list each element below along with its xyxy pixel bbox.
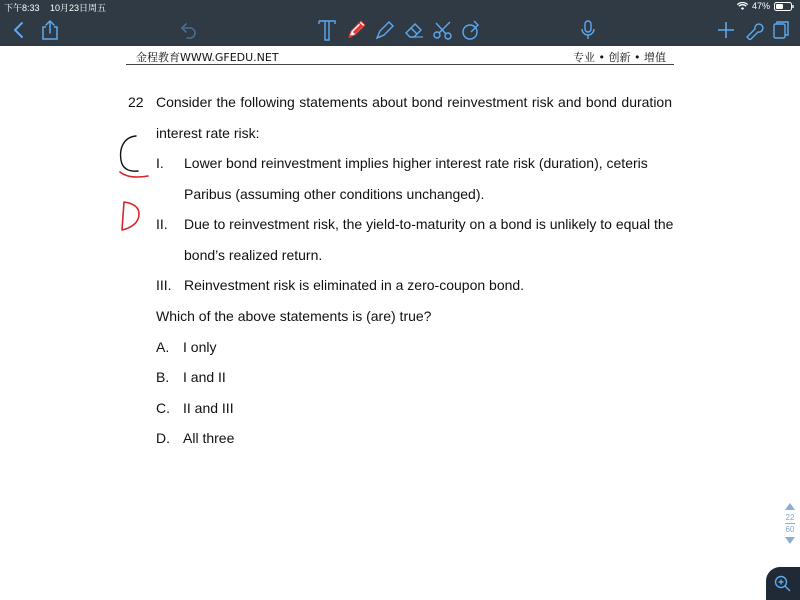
option-b-letter: B. — [156, 369, 170, 385]
top-bar — [0, 0, 800, 46]
statement-1-line2: Paribus (assuming other conditions unchanged). — [184, 186, 485, 202]
highlighter-icon[interactable] — [372, 17, 398, 43]
page-down-icon[interactable] — [785, 537, 795, 544]
statement-2-line1: Due to reinvestment risk, the yield-to-maturity on a bond is unlikely to equal the — [184, 216, 674, 232]
status-time: 下午8:33 — [4, 3, 40, 13]
microphone-icon[interactable] — [575, 17, 601, 43]
statement-3-numeral: III. — [156, 277, 172, 293]
option-d-text: All three — [183, 430, 235, 446]
toolbar — [0, 14, 800, 46]
pages-icon[interactable] — [768, 17, 794, 43]
option-c-text: II and III — [183, 400, 234, 416]
statement-1-numeral: I. — [156, 155, 164, 171]
page-total: 60 — [785, 525, 795, 534]
wrench-icon[interactable] — [741, 17, 767, 43]
statement-3-line1: Reinvestment risk is eliminated in a zero-coupon bond. — [184, 277, 525, 293]
pen-tool-icon[interactable] — [343, 17, 369, 43]
question-stem-line1: Consider the following statements about bond reinvestment risk and bond duration — [156, 94, 672, 110]
shapes-icon[interactable] — [458, 17, 484, 43]
page-current: 22 — [785, 513, 795, 522]
option-a-letter: A. — [156, 339, 170, 355]
back-chevron-icon[interactable] — [6, 17, 32, 43]
status-right — [737, 1, 794, 11]
header-left: 金程教育WWW.GFEDU.NET — [136, 51, 279, 64]
question-prompt: Which of the above statements is (are) true? — [156, 308, 432, 324]
add-icon[interactable] — [713, 17, 739, 43]
status-bar — [0, 0, 800, 14]
text-tool-icon[interactable] — [314, 17, 340, 43]
option-b-text: I and II — [183, 369, 226, 385]
page-indicator[interactable] — [783, 501, 797, 553]
statement-2-numeral: II. — [156, 216, 168, 232]
page-header — [126, 46, 674, 65]
question-stem-line2: interest rate risk: — [156, 125, 260, 141]
status-date: 10月23日周五 — [50, 3, 107, 13]
option-d-letter: D. — [156, 430, 170, 446]
share-icon[interactable] — [37, 17, 63, 43]
battery-icon — [774, 2, 794, 11]
handwritten-mark-d — [118, 198, 148, 234]
page-up-icon[interactable] — [785, 503, 795, 510]
statement-2-line2: bond’s realized return. — [184, 247, 323, 263]
wifi-icon — [737, 2, 748, 10]
battery-percent: 47% — [751, 1, 770, 11]
handwritten-mark-c — [112, 132, 156, 184]
undo-icon[interactable] — [176, 17, 202, 43]
scissors-icon[interactable] — [430, 17, 456, 43]
page-separator — [785, 523, 795, 524]
eraser-icon[interactable] — [401, 17, 427, 43]
option-c-letter: C. — [156, 400, 170, 416]
zoom-icon — [774, 575, 792, 593]
statement-1-line1: Lower bond reinvestment implies higher interest rate risk (duration), ceteris — [184, 155, 648, 171]
option-a-text: I only — [183, 339, 217, 355]
header-right: 专业 • 创新 • 增值 — [573, 51, 666, 64]
question-number: 22 — [128, 94, 144, 110]
zoom-button[interactable] — [766, 567, 800, 600]
